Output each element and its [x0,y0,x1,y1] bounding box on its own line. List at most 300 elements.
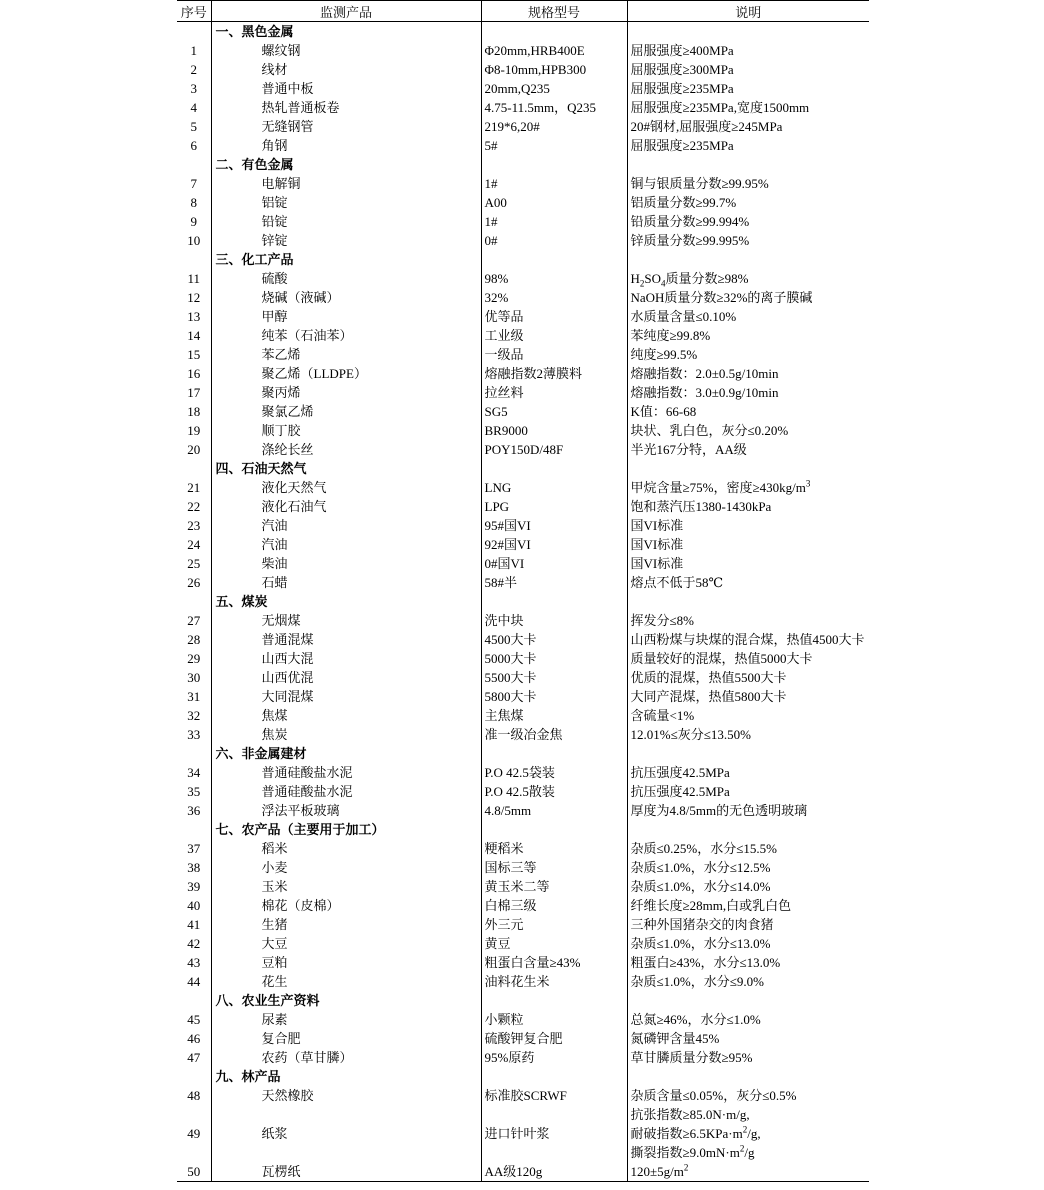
spec-cell: A00 [481,193,627,212]
row-number: 40 [177,896,211,915]
product-name: 尿素 [211,1010,481,1029]
product-name: 烧碱（液碱） [211,288,481,307]
product-table [177,0,869,1182]
table-row [177,193,869,212]
table-row [177,516,869,535]
product-name: 普通硅酸盐水泥 [211,763,481,782]
spec-cell: 黄豆 [481,934,627,953]
desc-text: 撕裂指数≥9.0mN·m [630,1145,740,1160]
table-row [177,136,869,155]
desc-cell: 12.01%≤灰分≤13.50% [630,727,751,742]
spec-cell: 小颗粒 [481,1010,627,1029]
table-row [177,1029,869,1048]
row-number: 15 [177,345,211,364]
product-name: 甲醇 [211,307,481,326]
desc-cell: 屈服强度≥400MPa [630,43,734,58]
row-number: 8 [177,193,211,212]
header-no: 序号 [177,1,211,22]
supscript: 2 [739,1143,745,1154]
spec-cell [481,991,627,1010]
desc-cell [627,1105,869,1124]
product-name: 大同混煤 [211,687,481,706]
table-row [177,725,869,744]
spec-cell: 准一级冶金焦 [481,725,627,744]
desc-text: 耐破指数≥6.5KPa·m [630,1126,743,1141]
desc-cell: 屈服强度≥235MPa [630,81,734,96]
spec-cell: Φ8-10mm,HPB300 [481,60,627,79]
desc-cell: 屈服强度≥235MPa,宽度1500mm [630,100,810,115]
spec-cell: 5000大卡 [481,649,627,668]
row-number: 19 [177,421,211,440]
spec-cell [481,820,627,839]
desc-text: 质量分数≥98% [665,271,749,286]
desc-cell: 粗蛋白≥43%，水分≤13.0% [630,955,781,970]
row-number: 4 [177,98,211,117]
desc-cell: 锌质量分数≥99.995% [630,233,750,248]
desc-cell: 苯纯度≥99.8% [630,328,711,343]
row-number: 16 [177,364,211,383]
desc-text: /g, [747,1126,761,1141]
desc-cell [627,1143,869,1162]
table-row [177,345,869,364]
table-row [177,307,869,326]
table-row [177,801,869,820]
product-name: 聚氯乙烯 [211,402,481,421]
spec-cell [481,1067,627,1086]
row-number [177,155,211,174]
row-number: 25 [177,554,211,573]
table-row [177,231,869,250]
table-row [177,117,869,136]
desc-cell: 铅质量分数≥99.994% [630,214,750,229]
table-row [177,934,869,953]
spec-cell [481,250,627,269]
table-row [177,326,869,345]
spec-cell: 5800大卡 [481,687,627,706]
category-row [177,22,869,42]
row-number: 10 [177,231,211,250]
row-number: 31 [177,687,211,706]
product-name: 无缝钢管 [211,117,481,136]
spec-cell: 洗中块 [481,611,627,630]
row-number: 47 [177,1048,211,1067]
product-name: 棉花（皮棉） [211,896,481,915]
spec-cell: P.O 42.5散装 [481,782,627,801]
spec-cell: 熔融指数2薄膜料 [481,364,627,383]
row-number: 42 [177,934,211,953]
row-number [177,250,211,269]
spec-cell: 工业级 [481,326,627,345]
row-number: 32 [177,706,211,725]
category-row [177,820,869,839]
spec-cell: 1# [481,212,627,231]
desc-cell [627,269,869,288]
desc-cell: 块状、乳白色，灰分≤0.20% [630,423,789,438]
table-body [177,22,869,1182]
row-number: 13 [177,307,211,326]
table-row [177,478,869,497]
spec-cell: 4.75-11.5mm，Q235 [481,98,627,117]
supscript: 3 [805,478,811,489]
product-name: 硫酸 [211,269,481,288]
product-name: 铝锭 [211,193,481,212]
desc-cell: 挥发分≤8% [630,613,694,628]
spec-cell: BR9000 [481,421,627,440]
spec-cell: 黄玉米二等 [481,877,627,896]
row-number: 21 [177,478,211,497]
desc-cell: 国VI标准 [630,537,684,552]
desc-cell: 熔融指数：2.0±0.5g/10min [630,366,779,381]
spec-cell: 油料花生米 [481,972,627,991]
desc-cell: 纤维长度≥28mm,白或乳白色 [630,898,792,913]
product-name: 液化天然气 [211,478,481,497]
desc-cell: 杂质≤1.0%，水分≤9.0% [630,974,764,989]
table-row [177,782,869,801]
desc-cell: 铜与银质量分数≥99.95% [630,176,769,191]
product-name: 聚丙烯 [211,383,481,402]
table-row [177,364,869,383]
table-row [177,763,869,782]
product-name: 顺丁胶 [211,421,481,440]
row-number [177,820,211,839]
table-row [177,953,869,972]
spec-cell: 32% [481,288,627,307]
category-label: 四、石油天然气 [211,459,481,478]
desc-cell: 半光167分特，AA级 [630,442,747,457]
table-row [177,630,869,649]
desc-text: /g [744,1145,755,1160]
desc-cell: 大同产混煤，热值5800大卡 [630,689,787,704]
desc-cell: 山西粉煤与块煤的混合煤，热值4500大卡 [630,632,865,647]
table-row [177,212,869,231]
row-number [177,991,211,1010]
table-row [177,915,869,934]
desc-cell [627,1124,869,1143]
table-row [177,60,869,79]
spec-cell: 95%原药 [481,1048,627,1067]
row-number: 50 [177,1162,211,1182]
row-number: 14 [177,326,211,345]
document [177,0,869,1182]
desc-cell: 三种外国猪杂交的肉食猪 [630,917,774,932]
desc-cell: 氮磷钾含量45% [630,1031,720,1046]
desc-cell [627,1067,869,1086]
desc-text: 120±5g/m [630,1164,684,1179]
desc-cell: 熔点不低于58℃ [630,575,724,590]
category-label: 八、农业生产资料 [211,991,481,1010]
row-number: 43 [177,953,211,972]
row-number: 23 [177,516,211,535]
category-label: 一、黑色金属 [211,22,481,42]
spec-cell [481,22,627,42]
product-name: 锌锭 [211,231,481,250]
row-number: 41 [177,915,211,934]
row-number: 12 [177,288,211,307]
product-name: 豆粕 [211,953,481,972]
spec-cell: 95#国VI [481,516,627,535]
spec-cell: 1# [481,174,627,193]
desc-cell: 杂质≤1.0%，水分≤13.0% [630,936,771,951]
desc-cell: 优质的混煤，热值5500大卡 [630,670,787,685]
header-spec: 规格型号 [481,1,627,22]
row-number: 46 [177,1029,211,1048]
product-name: 铅锭 [211,212,481,231]
row-number: 45 [177,1010,211,1029]
desc-cell: 草甘膦质量分数≥95% [630,1050,753,1065]
table-row [177,877,869,896]
row-number [177,1067,211,1086]
product-name: 角钢 [211,136,481,155]
row-number: 22 [177,497,211,516]
spec-cell: 主焦煤 [481,706,627,725]
table-row [177,706,869,725]
category-label: 二、有色金属 [211,155,481,174]
row-number: 7 [177,174,211,193]
desc-text: H [630,271,640,286]
product-name: 柴油 [211,554,481,573]
product-name: 热轧普通板卷 [211,98,481,117]
desc-cell [627,155,869,174]
row-number: 37 [177,839,211,858]
row-number: 48 [177,1086,211,1105]
table-row [177,383,869,402]
table-row [177,896,869,915]
row-number [177,744,211,763]
spec-cell: 粗蛋白含量≥43% [481,953,627,972]
table-row [177,858,869,877]
spec-cell: 一级品 [481,345,627,364]
product-name: 纸浆 [211,1105,481,1162]
supscript: 2 [683,1162,689,1173]
row-number: 34 [177,763,211,782]
product-name: 纯苯（石油苯） [211,326,481,345]
spec-cell: 5500大卡 [481,668,627,687]
desc-cell: 质量较好的混煤，热值5000大卡 [630,651,813,666]
row-number: 36 [177,801,211,820]
row-number: 38 [177,858,211,877]
spec-cell: 0# [481,231,627,250]
supscript: 2 [742,1124,748,1135]
spec-cell: 优等品 [481,307,627,326]
table-row [177,611,869,630]
desc-cell: 国VI标准 [630,556,684,571]
product-name: 普通硅酸盐水泥 [211,782,481,801]
desc-cell: 抗压强度42.5MPa [630,765,730,780]
product-name: 汽油 [211,535,481,554]
category-row [177,592,869,611]
spec-cell: 219*6,20# [481,117,627,136]
spec-cell: 粳稻米 [481,839,627,858]
spec-cell: 标准胶SCRWF [481,1086,627,1105]
desc-cell: 抗压强度42.5MPa [630,784,730,799]
desc-cell [627,820,869,839]
table-row [177,1086,869,1105]
product-name: 稻米 [211,839,481,858]
row-number: 28 [177,630,211,649]
row-number: 39 [177,877,211,896]
table-row [177,288,869,307]
table-row [177,79,869,98]
product-name: 焦炭 [211,725,481,744]
spec-cell: 0#国VI [481,554,627,573]
row-number: 44 [177,972,211,991]
desc-cell [627,478,869,497]
category-row [177,459,869,478]
table-row [177,402,869,421]
table-row [177,269,869,288]
spec-cell: 硫酸钾复合肥 [481,1029,627,1048]
product-name: 液化石油气 [211,497,481,516]
desc-cell: 杂质含量≤0.05%，灰分≤0.5% [630,1088,797,1103]
category-row [177,991,869,1010]
row-number: 2 [177,60,211,79]
product-name: 聚乙烯（LLDPE） [211,364,481,383]
row-number: 9 [177,212,211,231]
product-name: 天然橡胶 [211,1086,481,1105]
header-row [177,1,869,22]
table-row [177,1105,869,1124]
spec-cell: 拉丝料 [481,383,627,402]
row-number: 27 [177,611,211,630]
table-row [177,649,869,668]
product-name: 线材 [211,60,481,79]
desc-cell: 杂质≤1.0%，水分≤12.5% [630,860,771,875]
product-name: 瓦楞纸 [211,1162,481,1182]
row-number: 1 [177,41,211,60]
category-label: 六、非金属建材 [211,744,481,763]
category-label: 三、化工产品 [211,250,481,269]
category-label: 七、农产品（主要用于加工） [211,820,481,839]
product-name: 无烟煤 [211,611,481,630]
product-name: 大豆 [211,934,481,953]
spec-cell: Φ20mm,HRB400E [481,41,627,60]
table-row [177,554,869,573]
product-name: 螺纹钢 [211,41,481,60]
header-product: 监测产品 [211,1,481,22]
desc-cell: 屈服强度≥300MPa [630,62,734,77]
spec-cell [481,459,627,478]
desc-cell: 总氮≥46%，水分≤1.0% [630,1012,761,1027]
spec-cell: 5# [481,136,627,155]
spec-cell: AA级120g [481,1162,627,1182]
table-row [177,1048,869,1067]
spec-cell: 国标三等 [481,858,627,877]
table-row [177,1010,869,1029]
product-name: 涤纶长丝 [211,440,481,459]
desc-cell [627,991,869,1010]
desc-cell: 20#钢材,屈服强度≥245MPa [630,119,783,134]
desc-cell: K值：66-68 [630,404,697,419]
desc-cell: 杂质≤1.0%，水分≤14.0% [630,879,771,894]
category-label: 五、煤炭 [211,592,481,611]
table-row [177,41,869,60]
row-number: 33 [177,725,211,744]
desc-cell: 纯度≥99.5% [630,347,698,362]
product-name: 普通混煤 [211,630,481,649]
row-number: 26 [177,573,211,592]
desc-cell: 屈服强度≥235MPa [630,138,734,153]
desc-cell: 水质量含量≤0.10% [630,309,737,324]
desc-text: 甲烷含量≥75%，密度≥430kg/m [630,480,806,495]
header-desc: 说明 [627,1,869,22]
category-row [177,155,869,174]
product-name: 焦煤 [211,706,481,725]
table-row [177,497,869,516]
desc-cell: 厚度为4.8/5mm的无色透明玻璃 [630,803,808,818]
spec-cell: LNG [481,478,627,497]
desc-cell: 含硫量<1% [630,708,695,723]
desc-cell [627,250,869,269]
table-row [177,687,869,706]
spec-cell: 98% [481,269,627,288]
table-row [177,535,869,554]
row-number: 11 [177,269,211,288]
product-name: 浮法平板玻璃 [211,801,481,820]
row-number: 49 [177,1105,211,1162]
spec-cell: 20mm,Q235 [481,79,627,98]
row-number: 29 [177,649,211,668]
product-name: 汽油 [211,516,481,535]
product-name: 山西大混 [211,649,481,668]
row-number: 30 [177,668,211,687]
table-row [177,972,869,991]
desc-cell: 饱和蒸汽压1380-1430kPa [630,499,772,514]
spec-cell: 白棉三级 [481,896,627,915]
desc-cell [627,592,869,611]
desc-text: 抗张指数≥85.0N·m/g, [630,1107,750,1122]
spec-cell: SG5 [481,402,627,421]
spec-cell: 进口针叶浆 [481,1105,627,1162]
subscript: 4 [661,278,666,289]
spec-cell [481,744,627,763]
table-row [177,668,869,687]
table-row [177,1162,869,1182]
row-number: 17 [177,383,211,402]
product-name: 农药（草甘膦） [211,1048,481,1067]
row-number: 18 [177,402,211,421]
spec-cell: P.O 42.5袋装 [481,763,627,782]
spec-cell: 4500大卡 [481,630,627,649]
desc-text: SO [644,271,662,286]
desc-cell: 铝质量分数≥99.7% [630,195,737,210]
row-number: 20 [177,440,211,459]
row-number: 35 [177,782,211,801]
product-name: 生猪 [211,915,481,934]
table-row [177,98,869,117]
spec-cell [481,592,627,611]
spec-cell [481,155,627,174]
row-number [177,592,211,611]
spec-cell: 58#半 [481,573,627,592]
product-name: 花生 [211,972,481,991]
desc-cell [627,744,869,763]
row-number [177,459,211,478]
category-row [177,744,869,763]
subscript: 2 [639,278,645,289]
table-row [177,440,869,459]
desc-cell [627,1162,869,1182]
product-name: 普通中板 [211,79,481,98]
desc-cell: NaOH质量分数≥32%的离子膜碱 [630,290,813,305]
category-row [177,1067,869,1086]
category-label: 九、林产品 [211,1067,481,1086]
table-row [177,839,869,858]
row-number [177,22,211,42]
desc-cell: 熔融指数：3.0±0.9g/10min [630,385,779,400]
table-row [177,174,869,193]
table-row [177,573,869,592]
row-number: 6 [177,136,211,155]
